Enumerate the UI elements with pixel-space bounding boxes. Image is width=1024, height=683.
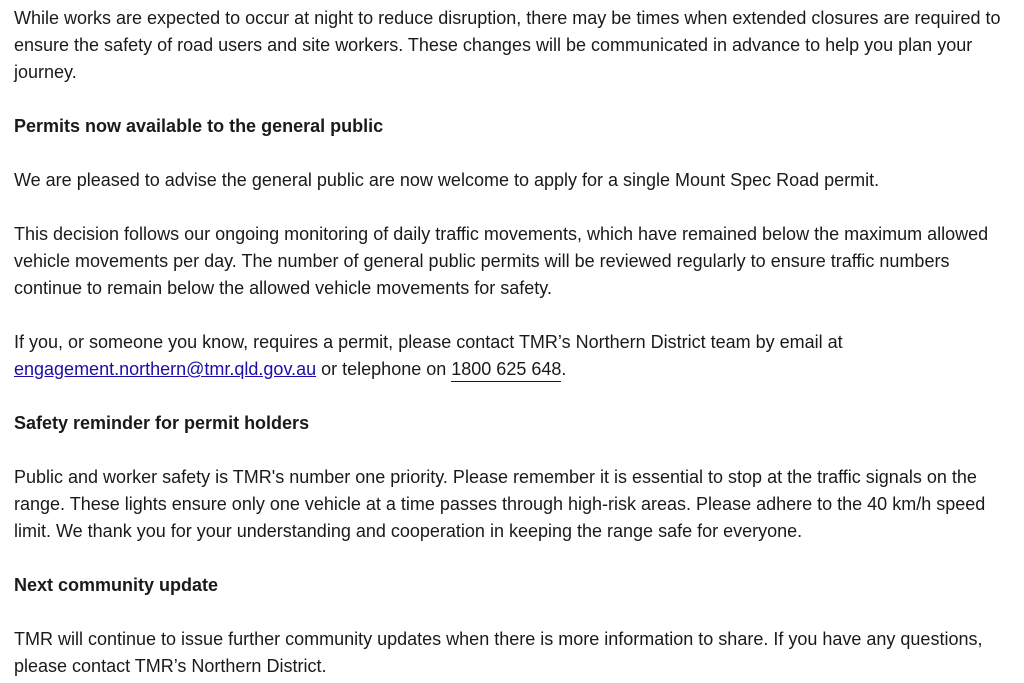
next-update-paragraph: TMR will continue to issue further community updates when there is more information to share. If you have any questions, please contact TMR’s Northern District. bbox=[14, 629, 983, 676]
permits-paragraph-1: We are pleased to advise the general public are now welcome to apply for a single Mount Spec Road permit. bbox=[14, 170, 880, 190]
next-update-heading: Next community update bbox=[14, 575, 219, 595]
phone-prefix: or telephone on bbox=[321, 359, 447, 379]
phone-link[interactable]: 1800 625 648 bbox=[451, 359, 561, 382]
phone-suffix: . bbox=[561, 359, 567, 379]
permits-paragraph-2: This decision follows our ongoing monitoring of daily traffic movements, which have remained below the maximum allowed vehicle movements per day. The number of general public permits will be reviewed regularly to ensure traffic numbers continue to remain below the allowed vehicle movements for safety. bbox=[14, 224, 989, 298]
email-link[interactable]: engagement.northern@tmr.qld.gov.au bbox=[14, 359, 317, 379]
intro-paragraph: While works are expected to occur at night to reduce disruption, there may be times when extended closures are required to ensure the safety of road users and site workers. These changes will be communicated in advance to help you plan your journey. bbox=[14, 8, 1001, 82]
permits-heading: Permits now available to the general public bbox=[14, 116, 384, 136]
safety-paragraph: Public and worker safety is TMR's number one priority. Please remember it is essential to stop at the traffic signals on the range. These lights ensure only one vehicle at a time passes through high-risk areas. Please adhere to the 40 km/h speed limit. We thank you for your understanding and cooperation in keeping the range safe for everyone. bbox=[14, 467, 986, 541]
permits-contact-paragraph bbox=[14, 329, 1010, 383]
contact-text: If you, or someone you know, requires a permit, please contact TMR’s Northern District team by email at bbox=[14, 332, 843, 352]
safety-heading: Safety reminder for permit holders bbox=[14, 413, 310, 433]
